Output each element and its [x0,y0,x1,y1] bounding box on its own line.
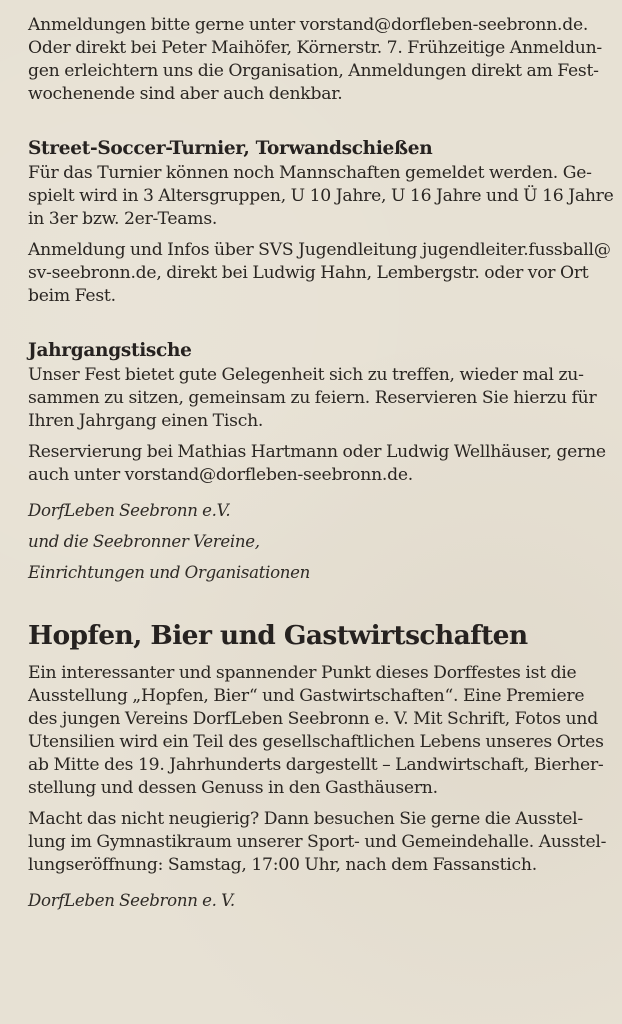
text-line: des jungen Vereins DorfLeben Seebronn e. V. Mit Schrift, Fotos und [28,709,598,729]
hopfen-paragraph-2 [28,808,607,877]
jahrgangstische-paragraph-1 [28,364,602,433]
street-soccer-heading: Street-Soccer-Turnier, Torwandschießen [28,138,433,159]
hopfen-paragraph-1 [28,662,602,800]
text-line: gen erleichtern uns die Organisation, Anmeldungen direkt am Fest- [28,61,599,81]
hopfen-signature [28,885,602,916]
text-line: Anmeldung und Infos über SVS Jugendleitung jugendleiter.fussball@ [28,240,611,260]
text-line: Für das Turnier können noch Mannschaften gemeldet werden. Ge- [28,163,592,183]
text-line: in 3er bzw. 2er-Teams. [28,209,218,229]
text-line: Ein interessanter und spannender Punkt dieses Dorffestes ist die [28,663,577,683]
hopfen-heading: Hopfen, Bier und Gastwirtschaften [28,620,528,651]
text-line: Oder direkt bei Peter Maihöfer, Körnerstr. 7. Frühzeitige Anmeldun- [28,38,602,58]
street-soccer-paragraph-2 [28,239,611,308]
text-line: lung im Gymnastikraum unserer Sport- und Gemeindehalle. Ausstel- [28,832,607,852]
text-line: Ausstellung „Hopfen, Bier“ und Gastwirtschaften“. Eine Premiere [28,686,585,706]
text-line: sammen zu sitzen, gemeinsam zu feiern. Reservieren Sie hierzu für [28,388,597,408]
signature-line: Einrichtungen und Organisationen [28,563,311,582]
text-line: Ihren Jahrgang einen Tisch. [28,411,264,431]
text-line: Macht das nicht neugierig? Dann besuchen Sie gerne die Ausstel- [28,809,583,829]
text-line: Unser Fest bietet gute Gelegenheit sich zu treffen, wieder mal zu- [28,365,584,385]
street-soccer-paragraph-1 [28,162,614,231]
intro-paragraph [28,14,602,106]
signature-line: DorfLeben Seebronn e.V. [28,501,231,520]
text-line: wochenende sind aber auch denkbar. [28,84,343,104]
text-line: auch unter vorstand@dorfleben-seebronn.de. [28,465,413,485]
text-line: Reservierung bei Mathias Hartmann oder Ludwig Wellhäuser, gerne [28,442,606,462]
text-line: Utensilien wird ein Teil des gesellschaftlichen Lebens unseres Ortes [28,732,604,752]
text-line: spielt wird in 3 Altersgruppen, U 10 Jahre, U 16 Jahre und Ü 16 Jahre [28,186,614,206]
jahrgangstische-heading: Jahrgangstische [28,340,192,361]
signature-line: und die Seebronner Vereine, [28,532,260,551]
jahrgangstische-signature [28,495,602,588]
text-line: Anmeldungen bitte gerne unter vorstand@dorfleben-seebronn.de. [28,15,589,35]
jahrgangstische-paragraph-2 [28,441,606,487]
text-line: lungseröffnung: Samstag, 17:00 Uhr, nach dem Fassanstich. [28,855,537,875]
text-line: sv-seebronn.de, direkt bei Ludwig Hahn, Lembergstr. oder vor Ort [28,263,589,283]
text-line: ab Mitte des 19. Jahrhunderts dargestellt – Landwirtschaft, Bierher- [28,755,604,775]
text-line: beim Fest. [28,286,116,306]
text-line: stellung und dessen Genuss in den Gasthäusern. [28,778,438,798]
signature-line: DorfLeben Seebronn e. V. [28,891,235,910]
